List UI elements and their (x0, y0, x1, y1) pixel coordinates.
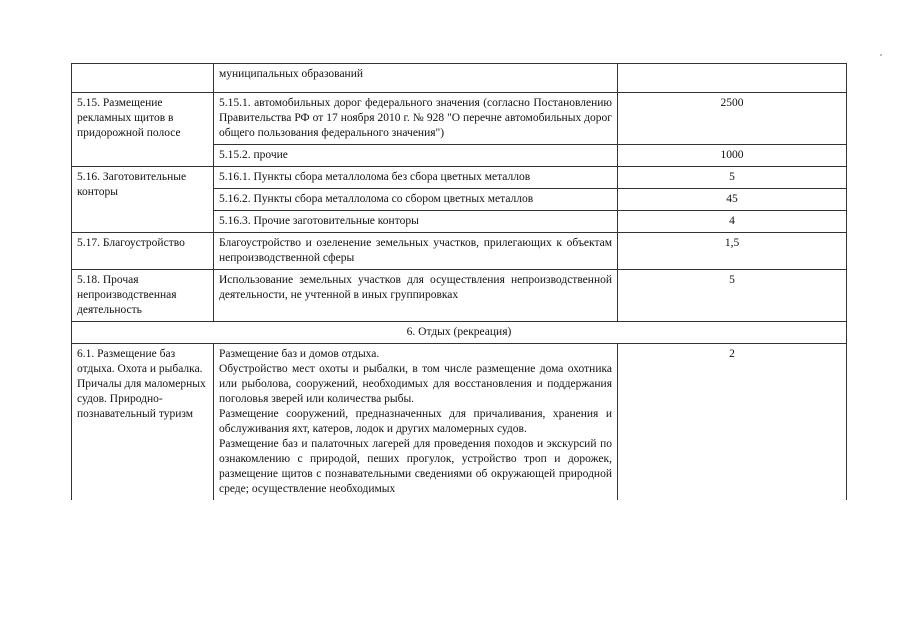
activity-desc-cell: Благоустройство и озеленение земельных участков, прилегающих к объектам непроизводственной сферы (214, 233, 618, 270)
activity-desc-cell: 5.15.1. автомобильных дорог федерального значения (согласно Постановлению Правительства РФ от 17 ноября 2010 г. № 928 "О перечне автомобильных дорог общего пользования федерального значения") (214, 93, 618, 145)
coefficient-cell: 1,5 (618, 233, 847, 270)
desc-paragraph: Размещение баз и палаточных лагерей для проведения походов и экскурсий по ознакомлению с природой, пеших прогулок, устройство троп и дорожек, размещение щитов с познавательными сведениями об окружающей природной среде; осуществление необходимых (219, 438, 612, 495)
table-row (72, 344, 847, 501)
coefficient-cell: 45 (618, 189, 847, 211)
activity-desc-cell: Использование земельных участков для осуществления непроизводственной деятельности, не учтенной в иных группировках (214, 270, 618, 322)
activity-name-cell: 6.1. Размещение баз отдыха. Охота и рыбалка. Причалы для маломерных судов. Природно-познавательный туризм (72, 344, 214, 501)
activity-desc-cell (214, 344, 618, 501)
activity-desc-cell: 5.16.3. Прочие заготовительные конторы (214, 211, 618, 233)
coefficient-cell: 5 (618, 167, 847, 189)
desc-paragraph: Размещение баз и домов отдыха. (219, 348, 380, 360)
table-row (72, 64, 847, 93)
coefficient-cell: 1000 (618, 145, 847, 167)
desc-paragraph: Размещение сооружений, предназначенных для причаливания, хранения и обслуживания яхт, катеров, лодок и других маломерных судов. (219, 408, 612, 435)
table-row (72, 270, 847, 322)
activity-name-cell: 5.18. Прочая непроизводственная деятельность (72, 270, 214, 322)
section-heading-row (72, 322, 847, 344)
coefficient-cell: 2 (618, 344, 847, 501)
scan-speck (880, 54, 882, 56)
coefficient-cell (618, 64, 847, 93)
coefficient-cell: 4 (618, 211, 847, 233)
coefficient-cell: 5 (618, 270, 847, 322)
section-heading: 6. Отдых (рекреация) (72, 322, 847, 344)
activity-desc-cell: 5.16.1. Пункты сбора металлолома без сбора цветных металлов (214, 167, 618, 189)
table-row (72, 167, 847, 189)
rates-table (71, 63, 847, 500)
activity-name-cell: 5.16. Заготовительные конторы (72, 167, 214, 233)
activity-name-cell: 5.15. Размещение рекламных щитов в придорожной полосе (72, 93, 214, 167)
table-row (72, 93, 847, 145)
activity-name-cell: 5.17. Благоустройство (72, 233, 214, 270)
table-row (72, 233, 847, 270)
activity-desc-cell: муниципальных образований (214, 64, 618, 93)
activity-desc-cell: 5.15.2. прочие (214, 145, 618, 167)
desc-paragraph: Обустройство мест охоты и рыбалки, в том числе размещение дома охотника или рыболова, сооружений, необходимых для восстановления и поддержания поголовья зверей или количества рыбы. (219, 363, 612, 405)
coefficient-cell: 2500 (618, 93, 847, 145)
activity-desc-cell: 5.16.2. Пункты сбора металлолома со сбором цветных металлов (214, 189, 618, 211)
activity-name-cell (72, 64, 214, 93)
